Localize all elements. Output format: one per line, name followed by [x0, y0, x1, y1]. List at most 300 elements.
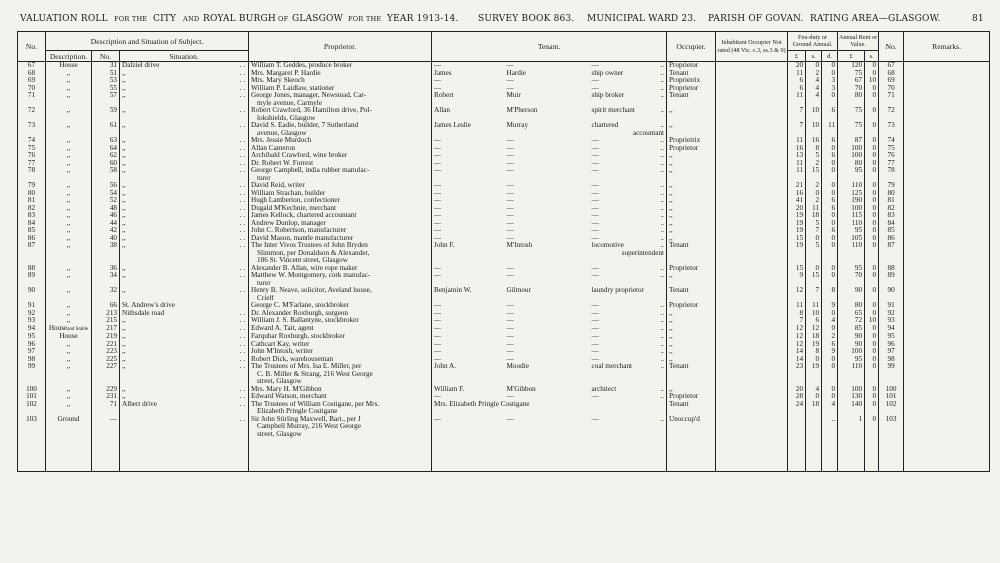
cell-feu-pence: 3: [822, 77, 838, 85]
cell-no2: [879, 115, 904, 123]
cell-situation: [120, 333, 249, 341]
cell-rent-pounds: 95: [838, 265, 865, 273]
cell-tenant-forename: John F.: [432, 242, 505, 250]
cell-rent-shillings: 0: [865, 333, 879, 341]
cell-feu-shillings: [806, 250, 822, 258]
cell-no2: 99: [879, 363, 904, 371]
description-text: ,,: [66, 227, 71, 234]
cell-feu-pence: 0: [822, 145, 838, 153]
survey-book: SURVEY BOOK 863.: [478, 14, 575, 24]
cell-situation: [120, 348, 249, 356]
cell-no2: 80: [879, 190, 904, 198]
cell-feu-pence: 0: [822, 182, 838, 190]
cell-no: 76: [18, 152, 46, 160]
cell-tenant-occupation: [590, 107, 667, 115]
cell-feu-pence: 3: [822, 85, 838, 93]
cell-tenant-occupation: [590, 212, 667, 220]
description-text: ,,: [66, 189, 71, 197]
situation-text: ,,: [122, 144, 126, 152]
cell-no: 86: [18, 235, 46, 243]
cell-feu-shillings: 11: [806, 205, 822, 213]
cell-tenant-surname: —: [506, 393, 514, 400]
tenant-leader-dots: ..: [660, 272, 665, 279]
title-of: OF: [278, 15, 289, 23]
cell-no2: 102: [879, 401, 904, 409]
cell-occupier: ,,: [667, 197, 716, 205]
cell-no2: 91: [879, 302, 904, 310]
cell-description: [46, 197, 92, 205]
cell-tenant-occupation: [590, 62, 667, 70]
situation-text: ,,: [122, 122, 126, 129]
cell-feu-shillings: 4: [806, 77, 822, 85]
cell-tenant-forename: [432, 295, 505, 303]
cell-feu-pounds: [788, 371, 806, 379]
cell-rent-shillings: [865, 175, 879, 183]
cell-proprietor: Robert Crawford, 36 Hamilton drive, Pol-: [249, 107, 432, 115]
cell-situation: [120, 167, 249, 175]
cell-proprietor-cont: Crieff: [249, 295, 432, 303]
cell-number: 225: [92, 356, 120, 364]
title-glasgow: GLASGOW: [292, 14, 344, 24]
cell-no: 80: [18, 190, 46, 198]
cell-feu-pence: [822, 100, 838, 108]
situation-leader-dots: . .: [239, 340, 246, 348]
table-row: [18, 356, 990, 364]
cell-tenant-surname: —: [506, 84, 514, 92]
cell-proprietor: Allan Cameron: [249, 145, 432, 153]
cell-feu-pence: 0: [822, 212, 838, 220]
cell-number: 52: [92, 197, 120, 205]
cell-inhabitant: [716, 393, 788, 401]
cell-number: [92, 423, 120, 431]
cell-proprietor: Farquhar Roxburgh, stockbroker: [249, 333, 432, 341]
cell-rent-shillings: 0: [865, 190, 879, 198]
table-row: [18, 363, 990, 371]
cell-inhabitant: [716, 137, 788, 145]
cell-feu-pence: 0: [822, 386, 838, 394]
cell-no2: [879, 250, 904, 258]
tenant-leader-dots: ..: [660, 242, 665, 249]
cell-feu-shillings: 5: [806, 242, 822, 250]
description-text: ,,: [66, 137, 71, 144]
cell-rent-shillings: 0: [865, 235, 879, 243]
cell-feu-shillings: 19: [806, 341, 822, 349]
cell-no2: 103: [879, 416, 904, 424]
cell-rent-pounds: [838, 250, 865, 258]
tenant-occupation-text: —: [591, 61, 599, 69]
situation-leader-dots: . .: [239, 355, 246, 363]
cell-number: [92, 378, 120, 386]
cell-situation: [120, 92, 249, 100]
cell-rent-pounds: [838, 175, 865, 183]
cell-feu-shillings: 15: [806, 167, 822, 175]
cell-situation: [120, 250, 249, 258]
cell-occupier: ,,: [667, 348, 716, 356]
situation-text: ,,: [122, 219, 126, 227]
cell-tenant-forename: —: [432, 137, 505, 145]
situation-leader-dots: . .: [239, 159, 246, 167]
cell-no2: 89: [879, 272, 904, 280]
cell-feu-pounds: 12: [788, 287, 806, 295]
tenant-occupation-text: —: [591, 137, 599, 144]
cell-feu-pounds: 20: [788, 386, 806, 394]
cell-remarks: [904, 371, 990, 379]
cell-feu-pence: 0: [822, 190, 838, 198]
cell-feu-shillings: [806, 115, 822, 123]
cell-remarks: [904, 280, 990, 288]
table-row: [18, 62, 990, 70]
cell-rent-pounds: 190: [838, 197, 865, 205]
cell-proprietor: Alexander B. Allan, wire rope maker: [249, 265, 432, 273]
cell-rent-pounds: 90: [838, 287, 865, 295]
cell-situation: [120, 242, 249, 250]
cell-no: 69: [18, 77, 46, 85]
table-row: [18, 145, 990, 153]
cell-number: 51: [92, 70, 120, 78]
tenant-occupation-text: ship owner: [591, 69, 624, 77]
cell-inhabitant: [716, 242, 788, 250]
cell-no2: [879, 280, 904, 288]
cell-inhabitant: [716, 212, 788, 220]
situation-leader-dots: . .: [239, 324, 246, 332]
cell-feu-pounds: [788, 250, 806, 258]
cell-situation: [120, 408, 249, 416]
cell-tenant-surname: [505, 431, 590, 472]
cell-situation: [120, 272, 249, 280]
cell-no: 75: [18, 145, 46, 153]
cell-rent-shillings: 0: [865, 220, 879, 228]
cell-description: [46, 152, 92, 160]
tenant-leader-dots: ..: [660, 107, 665, 114]
cell-tenant-surname: [505, 423, 590, 431]
cell-no2: 97: [879, 348, 904, 356]
table-row: [18, 122, 990, 130]
cell-tenant-occupation: [590, 272, 667, 280]
cell-no: 68: [18, 70, 46, 78]
cell-situation: [120, 152, 249, 160]
cell-feu-pounds: 28: [788, 393, 806, 401]
table-row: [18, 310, 990, 318]
col-tenant: Tenant.: [432, 32, 667, 62]
cell-number: 57: [92, 92, 120, 100]
cell-proprietor-cont: lokshields, Glasgow: [249, 115, 432, 123]
cell-no: 79: [18, 182, 46, 190]
cell-rent-shillings: 0: [865, 348, 879, 356]
cell-rent-shillings: [865, 100, 879, 108]
cell-no: 96: [18, 341, 46, 349]
cell-tenant-forename: —: [432, 77, 505, 85]
cell-number: 71: [92, 401, 120, 409]
tenant-leader-dots: ..: [660, 363, 665, 370]
tenant-leader-dots: ..: [660, 122, 665, 129]
cell-rent-shillings: [865, 295, 879, 303]
cell-feu-shillings: 10: [806, 122, 822, 130]
cell-tenant-occupation: [590, 167, 667, 175]
situation-leader-dots: . .: [239, 287, 246, 294]
cell-no: 92: [18, 310, 46, 318]
cell-number: 231: [92, 393, 120, 401]
cell-description: [46, 431, 92, 472]
cell-feu-pounds: [788, 280, 806, 288]
cell-feu-pounds: 9: [788, 272, 806, 280]
situation-leader-dots: . .: [239, 272, 246, 279]
cell-proprietor: Mrs. Jessie Murdoch: [249, 137, 432, 145]
cell-occupier: [667, 423, 716, 431]
cell-remarks: [904, 107, 990, 115]
cell-feu-pence: 6: [822, 197, 838, 205]
situation-leader-dots: . .: [239, 144, 246, 152]
cell-situation: [120, 122, 249, 130]
cell-rent-pounds: 95: [838, 227, 865, 235]
cell-rent-pounds: 125: [838, 190, 865, 198]
situation-text: ,,: [122, 385, 126, 393]
cell-description: [46, 212, 92, 220]
cell-feu-pence: 0: [822, 160, 838, 168]
cell-proprietor-cont: Campbell Murray, 216 West George: [249, 423, 432, 431]
cell-rent-shillings: [865, 250, 879, 258]
cell-no: 90: [18, 287, 46, 295]
cell-remarks: [904, 250, 990, 258]
cell-tenant-surname: —: [506, 167, 514, 174]
cell-occupier: [667, 295, 716, 303]
cell-tenant-forename: [432, 100, 505, 108]
cell-feu-pounds: 14: [788, 356, 806, 364]
cell-proprietor-cont: avenue, Glasgow: [249, 130, 432, 138]
cell-occupier: [667, 175, 716, 183]
tenant-leader-dots: ..: [660, 144, 665, 152]
tenant-leader-dots: ..: [660, 219, 665, 227]
parish: PARISH OF GOVAN.: [708, 14, 804, 24]
cell-number: 227: [92, 363, 120, 371]
cell-proprietor: David S. Eadie, builder, 7 Sutherland: [249, 122, 432, 130]
unit-shillings: s.: [806, 51, 822, 62]
cell-tenant-occupation: [590, 242, 667, 250]
cell-rent-shillings: 0: [865, 85, 879, 93]
cell-remarks: [904, 272, 990, 280]
cell-situation: [120, 62, 249, 70]
table-row-continuation: [18, 423, 990, 431]
cell-proprietor: George C. M'Farlane, stockbroker: [249, 302, 432, 310]
cell-description: [46, 302, 92, 310]
cell-feu-pence: 9: [822, 348, 838, 356]
cell-remarks: [904, 212, 990, 220]
cell-number: 66: [92, 302, 120, 310]
cell-description: [46, 416, 92, 424]
cell-number: 53: [92, 77, 120, 85]
tenant-leader-dots: ..: [660, 355, 665, 363]
description-text: ,,: [66, 355, 71, 363]
description-text: ,,: [66, 77, 71, 84]
cell-feu-pence: 0: [822, 242, 838, 250]
title-valuation-roll: VALUATION ROLL: [20, 14, 108, 24]
cell-tenant-forename: —: [432, 235, 505, 243]
cell-rent-shillings: 0: [865, 92, 879, 100]
tenant-leader-dots: ..: [660, 197, 665, 204]
situation-leader-dots: . .: [239, 107, 246, 114]
cell-tenant-forename: John A.: [432, 363, 505, 371]
cell-number: [92, 250, 120, 258]
cell-no2: 75: [879, 145, 904, 153]
cell-remarks: [904, 182, 990, 190]
cell-tenant-surname: [505, 175, 590, 183]
cell-tenant-occupation: [590, 205, 667, 213]
cell-rent-shillings: 0: [865, 152, 879, 160]
cell-feu-shillings: [806, 431, 822, 472]
cell-rent-pounds: 95: [838, 356, 865, 364]
tenant-leader-dots: ..: [660, 264, 665, 272]
cell-inhabitant: [716, 70, 788, 78]
cell-remarks: [904, 77, 990, 85]
cell-feu-pence: 6: [822, 227, 838, 235]
situation-text: ,,: [122, 287, 126, 294]
cell-situation: [120, 295, 249, 303]
cell-feu-shillings: 7: [806, 227, 822, 235]
cell-situation: [120, 310, 249, 318]
cell-no2: [879, 408, 904, 416]
situation-leader-dots: . .: [239, 242, 246, 249]
situation-text: ,,: [122, 69, 126, 77]
cell-occupier: ,,: [667, 333, 716, 341]
cell-no2: [879, 100, 904, 108]
cell-no2: 71: [879, 92, 904, 100]
cell-occupier: Proprietrix: [667, 137, 716, 145]
cell-proprietor: Cathcart Kay, writer: [249, 341, 432, 349]
cell-occupier: Tenant: [667, 401, 716, 409]
cell-inhabitant: [716, 235, 788, 243]
cell-feu-shillings: 4: [806, 92, 822, 100]
cell-tenant-surname: M'Pherson: [506, 107, 538, 114]
cell-tenant-forename: —: [432, 145, 505, 153]
situation-text: ,,: [122, 159, 126, 167]
cell-feu-shillings: 5: [806, 220, 822, 228]
cell-feu-pounds: 11: [788, 167, 806, 175]
cell-feu-shillings: 0: [806, 356, 822, 364]
cell-proprietor: Sir John Stirling Maxwell, Bart., per J: [249, 416, 432, 424]
cell-inhabitant: [716, 130, 788, 138]
tenant-leader-dots: ..: [660, 340, 665, 348]
cell-remarks: [904, 92, 990, 100]
cell-situation: [120, 70, 249, 78]
cell-remarks: [904, 378, 990, 386]
tenant-leader-dots: ..: [660, 69, 665, 77]
tenant-leader-dots: ..: [660, 385, 665, 393]
tenant-occupation-text: —: [591, 77, 599, 84]
table-row-continuation: [18, 257, 990, 265]
cell-description: [46, 107, 92, 115]
cell-tenant-surname: [505, 100, 590, 108]
tenant-occupation-text: —: [591, 333, 599, 340]
cell-tenant-surname: —: [506, 309, 514, 317]
cell-rent-shillings: 0: [865, 212, 879, 220]
cell-tenant-occupation: [590, 363, 667, 371]
cell-tenant-occupation: [590, 160, 667, 168]
cell-tenant-occupation-cont: [590, 371, 667, 379]
description-text: ,,: [66, 144, 71, 152]
unit-pounds: £: [788, 51, 806, 62]
tenant-occupation-text: —: [591, 227, 599, 234]
cell-feu-shillings: 2: [806, 182, 822, 190]
col-occupier: Occupier.: [667, 32, 716, 62]
cell-feu-shillings: 10: [806, 107, 822, 115]
cell-rent-shillings: 0: [865, 302, 879, 310]
cell-rent-pounds: 65: [838, 310, 865, 318]
cell-description: [46, 250, 92, 258]
cell-tenant-forename: William F.: [432, 386, 505, 394]
cell-feu-shillings: 4: [806, 386, 822, 394]
col-feu-duty: Feu-duty or Ground Annual.: [788, 32, 838, 51]
cell-number: 54: [92, 190, 120, 198]
cell-remarks: [904, 100, 990, 108]
situation-text: ,,: [122, 393, 126, 400]
cell-feu-pounds: 6: [788, 77, 806, 85]
cell-rent-pounds: 130: [838, 393, 865, 401]
cell-tenant-forename: [432, 175, 505, 183]
cell-remarks: [904, 257, 990, 265]
cell-feu-pounds: 14: [788, 348, 806, 356]
cell-tenant-surname: Muir: [506, 92, 521, 99]
cell-tenant-occupation: [590, 137, 667, 145]
cell-tenant-occupation: [590, 92, 667, 100]
cell-tenant-surname: —: [506, 182, 514, 189]
cell-description: [46, 325, 92, 334]
cell-number: [92, 280, 120, 288]
description-text: ,,: [66, 204, 71, 212]
cell-proprietor: The Trustees of Mrs. Isa E. Miller, per: [249, 363, 432, 371]
table-row-continuation: [18, 408, 990, 416]
cell-description: [46, 62, 92, 70]
cell-number: 215: [92, 317, 120, 325]
cell-situation: [120, 378, 249, 386]
cell-rent-pounds: [838, 423, 865, 431]
cell-occupier: ,,: [667, 272, 716, 280]
cell-feu-shillings: [806, 280, 822, 288]
unit-pence: d.: [822, 51, 838, 62]
cell-situation: [120, 287, 249, 295]
tenant-leader-dots: ..: [660, 137, 665, 144]
cell-proprietor: John C. Robertson, manufacturer: [249, 227, 432, 235]
cell-situation: [120, 212, 249, 220]
cell-feu-shillings: 10: [806, 310, 822, 318]
cell-tenant-surname: [505, 378, 590, 386]
cell-number: 42: [92, 227, 120, 235]
table-row: [18, 77, 990, 85]
cell-occupier: Tenant: [667, 92, 716, 100]
cell-rent-pounds: 80: [838, 160, 865, 168]
tenant-occupation-text: —: [591, 348, 599, 355]
description-text: ,,: [66, 287, 71, 294]
cell-feu-pence: 4: [822, 401, 838, 409]
table-row: [18, 242, 990, 250]
table-row-continuation: [18, 431, 990, 472]
cell-tenant-occupation: [590, 341, 667, 349]
situation-leader-dots: . .: [239, 385, 246, 393]
cell-tenant-occupation-cont: [590, 280, 667, 288]
cell-tenant-surname: [505, 371, 590, 379]
cell-feu-shillings: [806, 416, 822, 424]
cell-feu-shillings: 18: [806, 333, 822, 341]
cell-inhabitant: [716, 280, 788, 288]
cell-number: 219: [92, 333, 120, 341]
cell-number: 46: [92, 212, 120, 220]
cell-rent-shillings: 0: [865, 310, 879, 318]
tenant-leader-dots: ..: [660, 348, 665, 355]
cell-occupier: ,,: [667, 386, 716, 394]
cell-no: 73: [18, 122, 46, 130]
description-text: House: [48, 324, 68, 332]
situation-text: ,,: [122, 197, 126, 204]
cell-remarks: [904, 317, 990, 325]
cell-feu-shillings: [806, 295, 822, 303]
